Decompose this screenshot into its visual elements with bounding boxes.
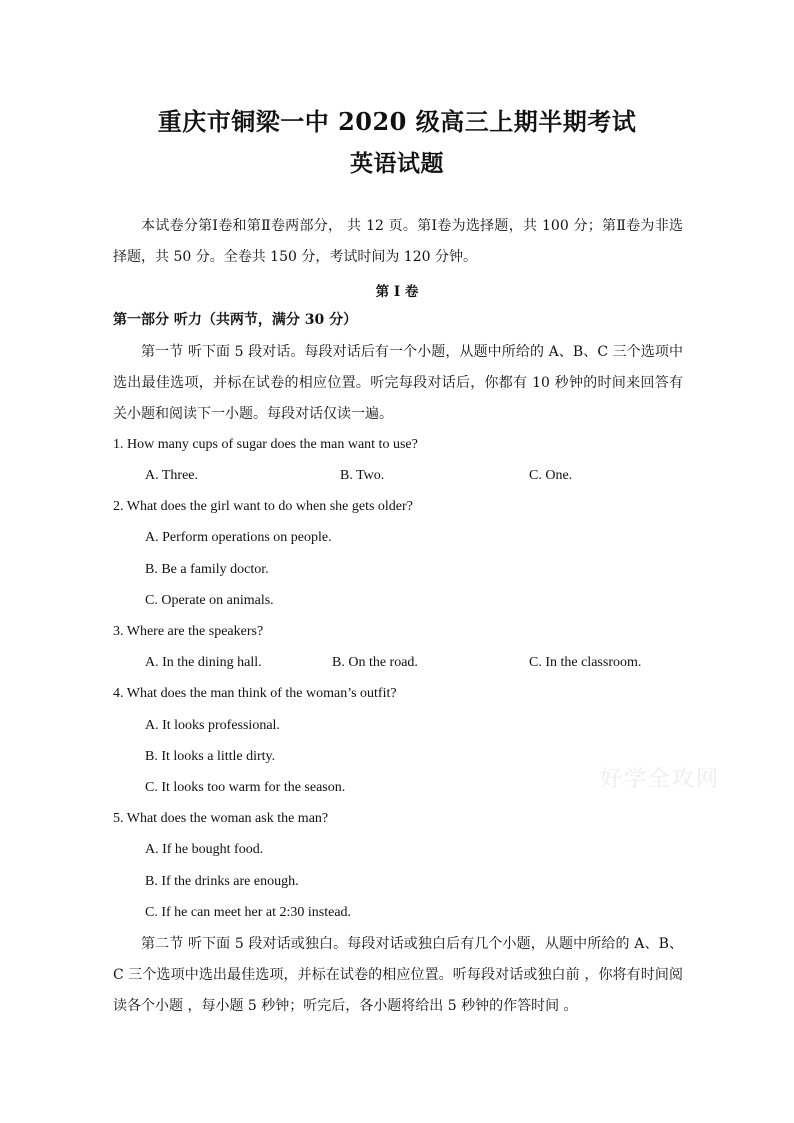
question-4: 4. What does the man think of the woman’s outfit? [113,686,397,701]
question-5: 5. What does the woman ask the man? [113,811,329,826]
q1-option-b: B. Two. [340,468,385,483]
q3-option-a: A. In the dining hall. [145,655,262,670]
q4-option-a: A. It looks professional. [145,718,280,733]
q1-option-c: C. One. [529,468,573,483]
exam-title: 重庆市铜梁一中 2020 级高三上期半期考试 [157,107,637,136]
question-2: 2. What does the girl want to do when she gets older? [113,499,413,514]
q4-option-b: B. It looks a little dirty. [145,749,276,764]
section2-instructions: 第二节 听下面 5 段对话或独白。每段对话或独白后有几个小题，从题中所给的 A、B、C 三个选项中选出最佳选项，并标在试卷的相应位置。听每段对话或独白前 ，你将有时间阅读各个小题 ，每小题 5 秒钟；听完后，各小题将给出 5 秒钟的作答时间 。 [113,936,683,1014]
q3-option-b: B. On the road. [332,655,418,670]
q2-option-c: C. Operate on animals. [145,593,274,608]
exam-subtitle: 英语试题 [350,150,444,177]
q1-option-a: A. Three. [145,468,198,483]
q2-option-a: A. Perform operations on people. [145,530,332,545]
q5-option-c: C. If he can meet her at 2:30 instead. [145,905,352,920]
section1-instructions: 第一节 听下面 5 段对话。每段对话后有一个小题，从题中所给的 A、B、C 三个选项中选出最佳选项，并标在试卷的相应位置。听完每段对话后，你都有 10 秒钟的时间来回答有关小题和阅读下一小题。每段对话仅读一遍。 [113,344,683,422]
q5-option-b: B. If the drinks are enough. [145,874,299,889]
question-1: 1. How many cups of sugar does the man want to use? [113,437,418,452]
part-heading: 第一部分 听力（共两节，满分 30 分） [113,312,358,328]
q5-option-a: A. If he bought food. [145,842,264,857]
q3-option-c: C. In the classroom. [529,655,642,670]
q2-option-b: B. Be a family doctor. [145,562,269,577]
q4-option-c: C. It looks too warm for the season. [145,780,346,795]
volume-label: 第 I 卷 [375,284,419,300]
intro-paragraph: 本试卷分第Ⅰ卷和第Ⅱ卷两部分， 共 12 页。第Ⅰ卷为选择题，共 100 分；第Ⅱ卷为非选择题，共 50 分。全卷共 150 分，考试时间为 120 分钟。 [113,218,683,265]
watermark: 好学全攻网 [600,767,721,792]
question-3: 3. Where are the speakers? [113,624,264,639]
